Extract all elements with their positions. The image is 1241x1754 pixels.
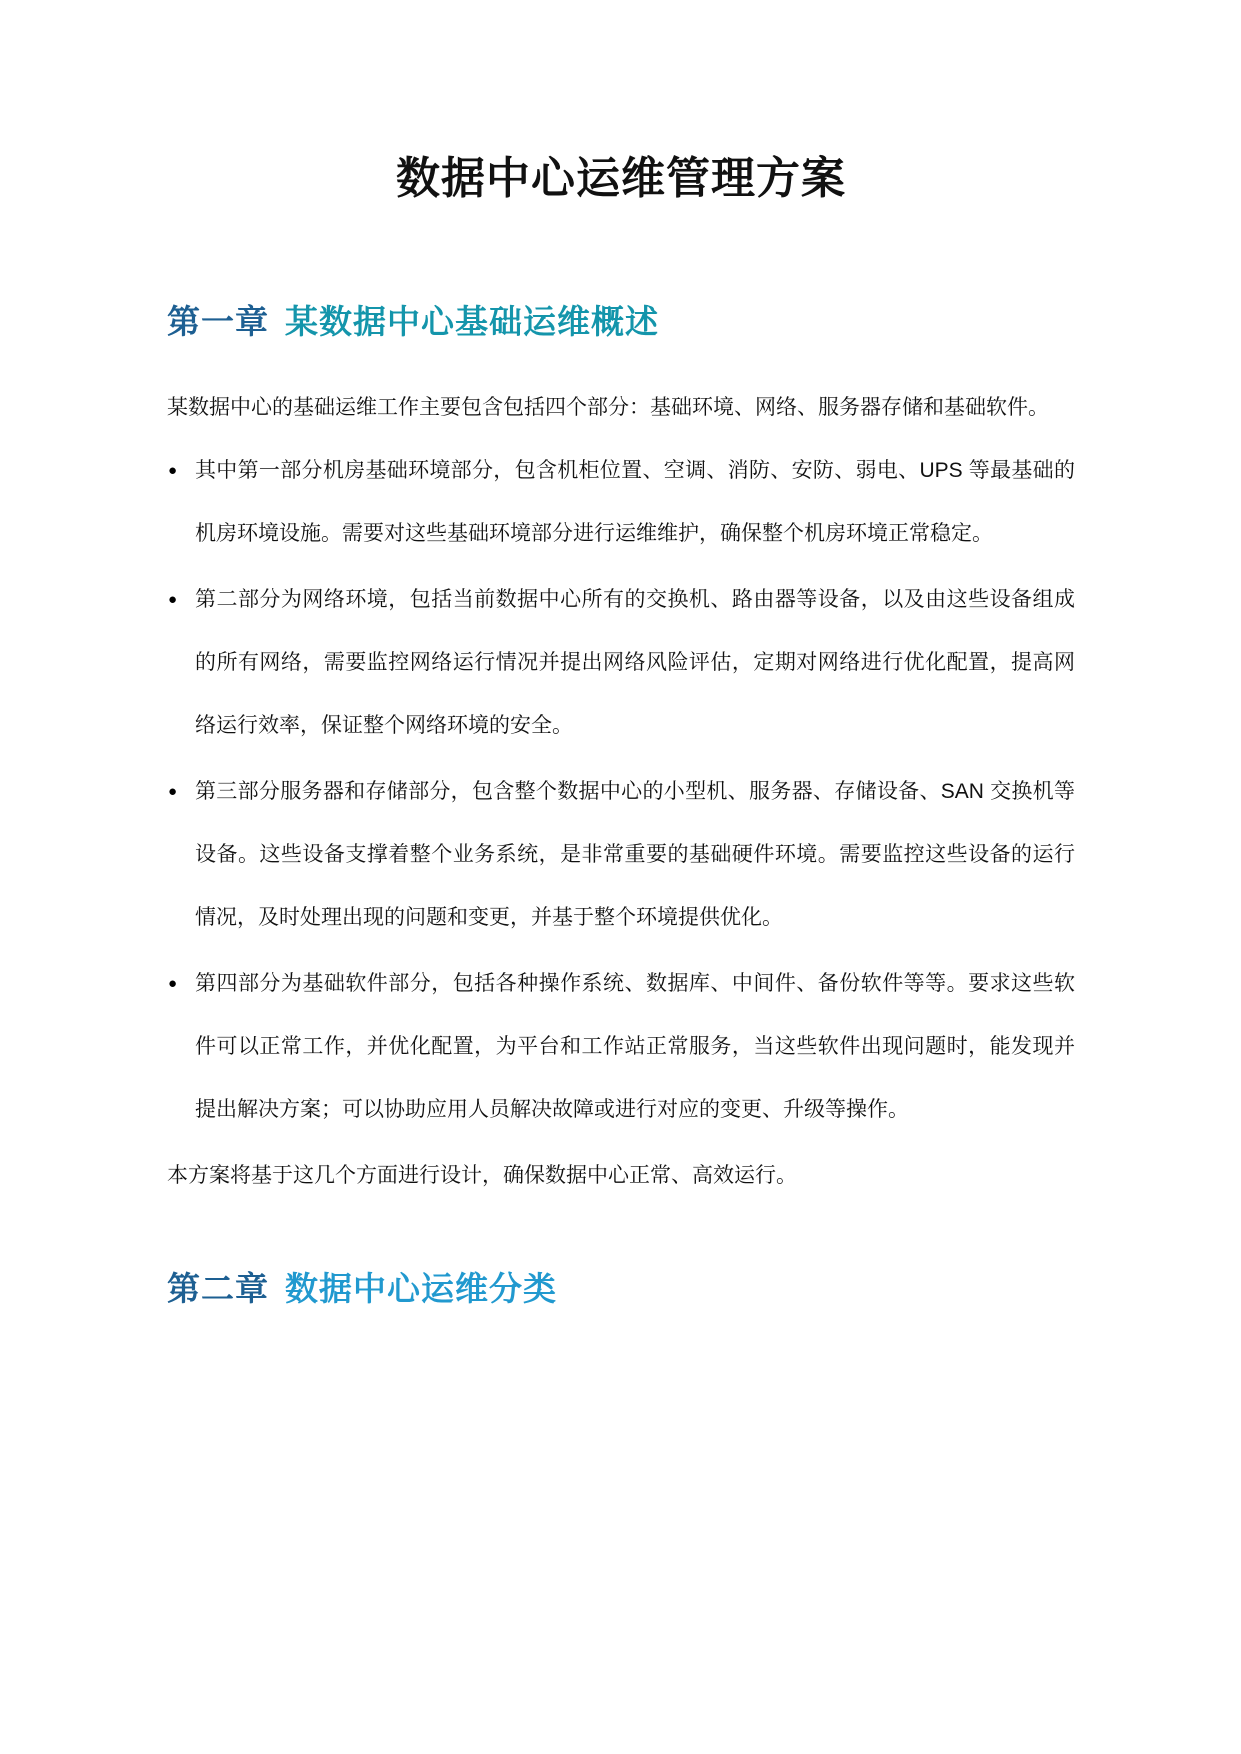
bullet-text: 第三部分服务器和存储部分，包含整个数据中心的小型机、服务器、存储设备、SAN 交换机等设备。这些设备支撑着整个业务系统，是非常重要的基础硬件环境。需要监控这些设备的运行情况，及时处理出现的问题和变更，并基于整个环境提供优化。	[195, 780, 1075, 929]
list-item	[167, 760, 1075, 949]
bullet-icon: ●	[168, 462, 178, 479]
document-title: 数据中心运维管理方案	[396, 154, 846, 203]
chapter-1-title: 某数据中心基础运维概述	[285, 303, 659, 340]
list-item	[167, 439, 1075, 565]
bullet-text: 其中第一部分机房基础环境部分，包含机柜位置、空调、消防、安防、弱电、UPS 等最基础的机房环境设施。需要对这些基础环境部分进行运维维护，确保整个机房环境正常稳定。	[195, 459, 1075, 545]
bullet-icon: ●	[168, 975, 178, 992]
chapter-1-heading	[167, 298, 1075, 346]
list-item	[167, 568, 1075, 757]
chapter-2-title: 数据中心运维分类	[285, 1270, 557, 1307]
bullet-icon: ●	[168, 591, 178, 608]
bullet-text: 第四部分为基础软件部分，包括各种操作系统、数据库、中间件、备份软件等等。要求这些软件可以正常工作，并优化配置，为平台和工作站正常服务，当这些软件出现问题时，能发现并提出解决方案；可以协助应用人员解决故障或进行对应的变更、升级等操作。	[195, 972, 1075, 1121]
list-item	[167, 952, 1075, 1141]
chapter-1-closing-paragraph: 本方案将基于这几个方面进行设计，确保数据中心正常、高效运行。	[167, 1164, 797, 1187]
chapter-1-bullet-list	[167, 439, 1075, 1141]
bullet-text: 第二部分为网络环境，包括当前数据中心所有的交换机、路由器等设备，以及由这些设备组成的所有网络，需要监控网络运行情况并提出网络风险评估，定期对网络进行优化配置，提高网络运行效率，保证整个网络环境的安全。	[195, 588, 1075, 737]
chapter-2-heading	[167, 1265, 1075, 1313]
bullet-icon: ●	[168, 783, 178, 800]
chapter-1-number: 第一章	[167, 303, 269, 340]
chapter-1-intro-paragraph: 某数据中心的基础运维工作主要包含包括四个部分：基础环境、网络、服务器存储和基础软件。	[167, 396, 1049, 419]
chapter-2-number: 第二章	[167, 1270, 269, 1307]
